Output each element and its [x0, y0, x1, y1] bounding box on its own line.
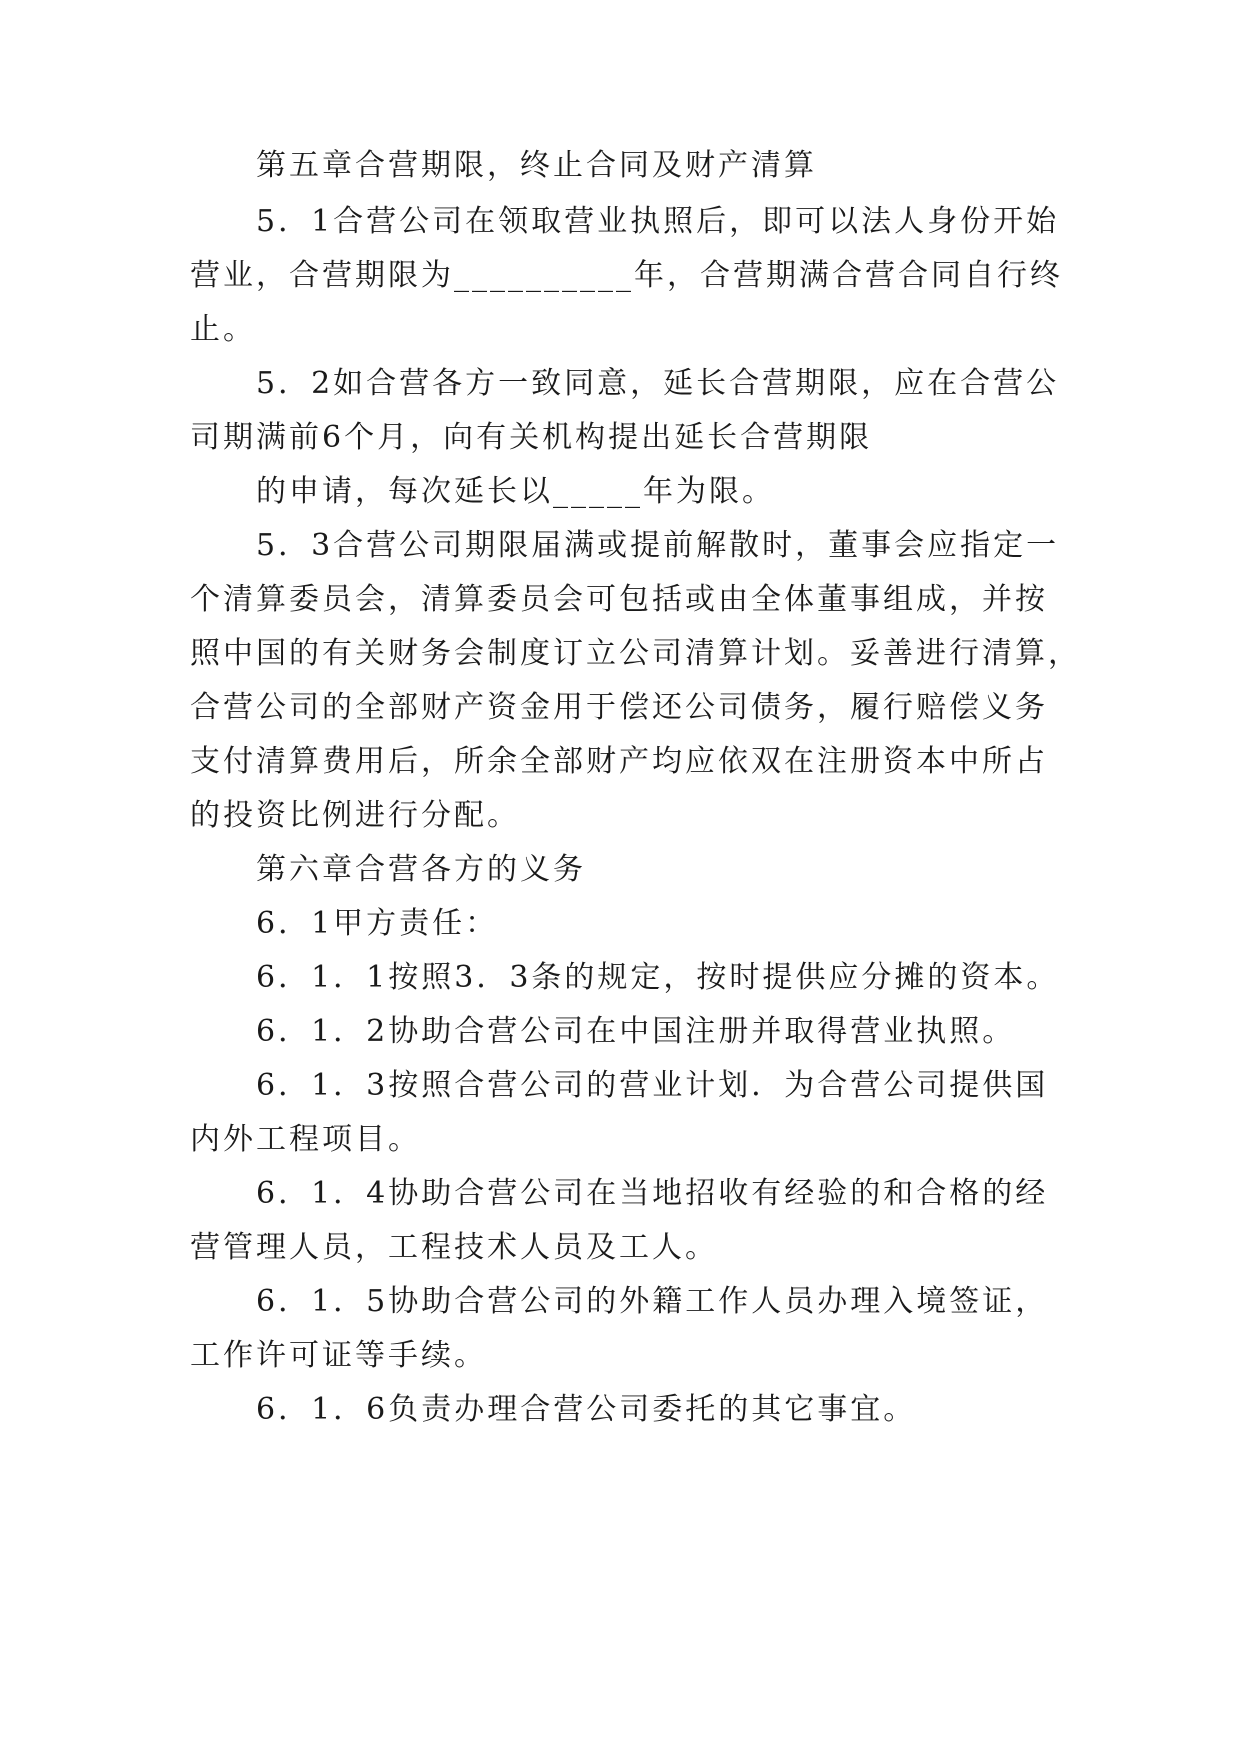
paragraph-line: 止。	[190, 312, 256, 347]
paragraph-line: 6．1．5协助合营公司的外籍工作人员办理入境签证，	[256, 1284, 1049, 1319]
chapter-5-heading: 第五章合营期限，终止合同及财产清算	[256, 148, 817, 183]
paragraph-line: 6．1．1按照3．3条的规定，按时提供应分摊的资本。	[256, 960, 1060, 995]
paragraph-line: 的投资比例进行分配。	[190, 798, 520, 833]
paragraph-line: 内外工程项目。	[190, 1122, 421, 1157]
chapter-6-heading: 第六章合营各方的义务	[256, 852, 586, 887]
paragraph-line: 工作许可证等手续。	[190, 1338, 487, 1373]
paragraph-line: 6．1．6负责办理合营公司委托的其它事宜。	[256, 1392, 917, 1427]
paragraph-line: 6．1．3按照合营公司的营业计划．为合营公司提供国	[256, 1068, 1049, 1103]
paragraph-line: 个清算委员会，清算委员会可包括或由全体董事组成，并按	[190, 582, 1048, 617]
paragraph-line: 6．1甲方责任：	[256, 906, 499, 941]
paragraph-line: 支付清算费用后，所余全部财产均应依双在注册资本中所占	[190, 744, 1048, 779]
paragraph-line: 照中国的有关财务会制度订立公司清算计划。妥善进行清算，	[190, 636, 1081, 671]
paragraph-line: 5．2如合营各方一致同意，延长合营期限，应在合营公	[256, 366, 1060, 401]
paragraph-line: 合营公司的全部财产资金用于偿还公司债务，履行赔偿义务	[190, 690, 1048, 725]
paragraph-line: 营管理人员，工程技术人员及工人。	[190, 1230, 718, 1265]
paragraph-line: 的申请，每次延长以_____年为限。	[256, 474, 775, 509]
paragraph-line: 5．1合营公司在领取营业执照后，即可以法人身份开始	[256, 204, 1060, 239]
paragraph-line: 6．1．4协助合营公司在当地招收有经验的和合格的经	[256, 1176, 1049, 1211]
paragraph-line: 6．1．2协助合营公司在中国注册并取得营业执照。	[256, 1014, 1016, 1049]
paragraph-line: 5．3合营公司期限届满或提前解散时，董事会应指定一	[256, 528, 1060, 563]
paragraph-line: 司期满前6个月，向有关机构提出延长合营期限	[190, 420, 873, 455]
paragraph-line: 营业，合营期限为__________年，合营期满合营合同自行终	[190, 258, 1063, 293]
